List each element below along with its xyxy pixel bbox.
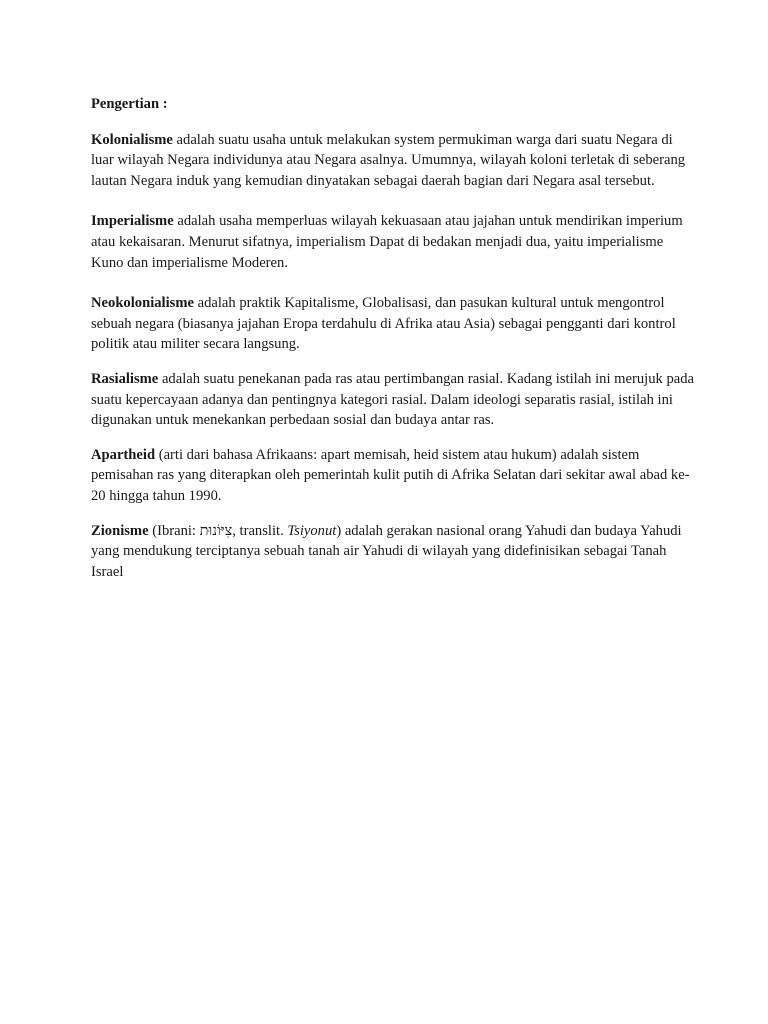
document-page [91, 94, 696, 596]
term-kolonialisme: Kolonialisme [91, 131, 173, 148]
paragraph-kolonialisme [91, 130, 696, 192]
term-zionisme: Zionisme [91, 522, 149, 539]
term-imperialisme: Imperialisme [91, 213, 174, 230]
hebrew-word: צִיּוֹנוּת [199, 522, 233, 539]
paragraph-imperialisme [91, 205, 696, 273]
document-heading: Pengertian : [91, 96, 168, 112]
definition-zionisme-middle: , translit. [232, 522, 288, 539]
paragraph-zionisme [91, 521, 696, 583]
term-apartheid: Apartheid [91, 446, 156, 463]
term-rasialisme: Rasialisme [91, 370, 159, 387]
translit-word: Tsiyonut [287, 522, 337, 539]
definition-rasialisme: adalah suatu penekanan pada ras atau pertimbangan rasial. Kadang istilah ini merujuk pada suatu kepercayaan adanya dan pentingnya kategori rasial. Dalam ideologi separatis rasial, istilah ini digunakan untuk menekankan perbedaan sosial dan budaya antar ras. [91, 370, 695, 429]
definition-imperialisme: adalah usaha memperluas wilayah kekuasaan atau jajahan untuk mendirikan imperium atau kekaisaran. Menurut sifatnya, imperialism Dapat di bedakan menjadi dua, yaitu imperialisme Kuno dan imperialisme Moderen. [91, 213, 683, 271]
definition-kolonialisme: adalah suatu usaha untuk melakukan system permukiman warga dari suatu Negara di luar wilayah Negara individunya atau Negara asalnya. Umumnya, wilayah koloni terletak di seberang lautan Negara induk yang kemudian dinyatakan sebagai daerah bagian dari Negara asal tersebut. [91, 131, 686, 189]
definition-zionisme-before: (Ibrani: [148, 522, 200, 539]
paragraph-apartheid [91, 445, 696, 507]
paragraph-rasialisme [91, 369, 696, 431]
definition-neokolonialisme: adalah praktik Kapitalisme, Globalisasi, dan pasukan kultural untuk mengontrol sebuah negara (biasanya jajahan Eropa terdahulu di Afrika atau Asia) sebagai pengganti dari kontrol politik atau militer secara langsung. [91, 295, 676, 353]
definition-zionisme-after: ) adalah gerakan nasional orang Yahudi dan budaya Yahudi yang mendukung terciptanya sebuah tanah air Yahudi di wilayah yang didefinisikan sebagai Tanah Israel [91, 522, 682, 580]
paragraph-neokolonialisme [91, 293, 696, 355]
definition-apartheid: (arti dari bahasa Afrikaans: apart memisah, heid sistem atau hukum) adalah sistem pemisahan ras yang diterapkan oleh pemerintah kulit putih di Afrika Selatan dari sekitar awal abad ke-20 hingga tahun 1990. [91, 446, 690, 504]
term-neokolonialisme: Neokolonialisme [91, 295, 194, 312]
